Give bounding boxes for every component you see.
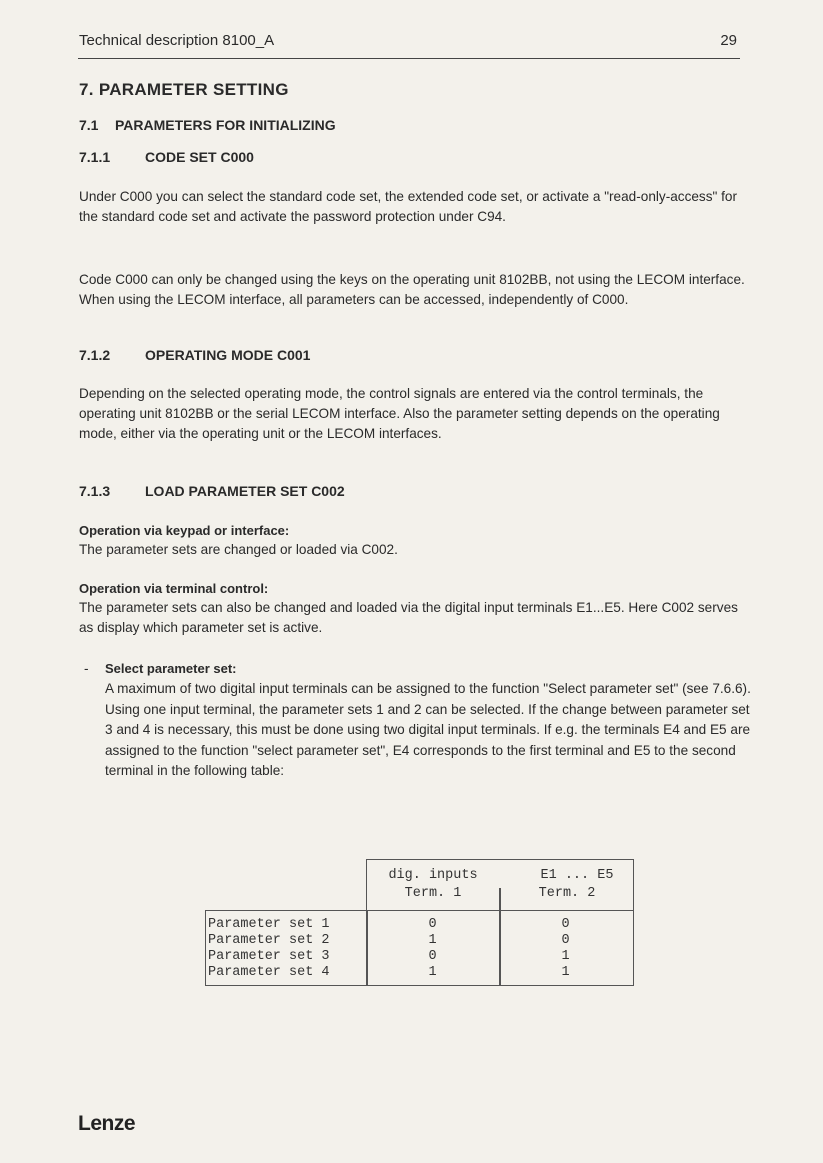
term1-value: 0 bbox=[428, 949, 437, 964]
term2-value: 0 bbox=[561, 933, 570, 948]
paragraph-code-set-1: Under C000 you can select the standard code set, the extended code set, or activate a "read-only-access" for the standard code set and activate the password protection under C94. bbox=[79, 189, 737, 224]
table-row bbox=[208, 933, 632, 949]
heading-7-1-1 bbox=[79, 149, 254, 165]
table-row bbox=[208, 949, 632, 965]
row-label: Parameter set 3 bbox=[208, 949, 330, 964]
heading-7-1 bbox=[79, 117, 336, 133]
heading-7 bbox=[79, 80, 289, 100]
lenze-logo: Lenze bbox=[78, 1112, 136, 1135]
heading-number: 7.1.2 bbox=[79, 347, 111, 363]
page-number: 29 bbox=[720, 32, 737, 49]
heading-title: CODE SET C000 bbox=[145, 149, 254, 165]
heading-7-1-3 bbox=[79, 483, 345, 499]
bullet-text: A maximum of two digital input terminals can be assigned to the function "Select parameter set" (see 7.6.6). Using one input terminal, the parameter sets 1 and 2 can be selected. If the change between parameter set 3 and 4 is necessary, this must be done using two digital input terminals. If e.g. the terminals E4 and E5 are assigned to the function "select parameter set", E4 corresponds to the first terminal and E5 to the second terminal in the following table: bbox=[105, 681, 751, 778]
terminal-heading: Operation via terminal control: bbox=[79, 581, 269, 596]
header-e1-e5: E1 ... E5 bbox=[540, 868, 614, 883]
paragraph-code-set-2: Code C000 can only be changed using the keys on the operating unit 8102BB, not using the LECOM interface. When using the LECOM interface, all parameters can be accessed, independently of C000. bbox=[79, 272, 745, 307]
terminal-text: The parameter sets can also be changed and loaded via the digital input terminals E1...E5. Here C002 serves as display which parameter set is active. bbox=[79, 600, 738, 635]
bullet-heading: Select parameter set: bbox=[105, 661, 237, 676]
heading-number: 7.1.1 bbox=[79, 149, 111, 165]
term2-value: 0 bbox=[561, 917, 570, 932]
header-term-2: Term. 2 bbox=[538, 886, 596, 901]
heading-title: OPERATING MODE C001 bbox=[145, 347, 311, 363]
table-rows bbox=[208, 917, 632, 981]
document-header-title: Technical description 8100_A bbox=[79, 32, 275, 49]
header-dig-inputs: dig. inputs bbox=[388, 868, 478, 883]
keypad-text: The parameter sets are changed or loaded via C002. bbox=[79, 542, 398, 557]
header-term-1: Term. 1 bbox=[404, 886, 462, 901]
keypad-heading: Operation via keypad or interface: bbox=[79, 523, 290, 538]
heading-number: 7. bbox=[79, 80, 94, 99]
table-row bbox=[208, 917, 632, 933]
heading-title: LOAD PARAMETER SET C002 bbox=[145, 483, 345, 499]
bullet-marker: - bbox=[84, 661, 89, 676]
term1-value: 1 bbox=[428, 933, 437, 948]
row-label: Parameter set 4 bbox=[208, 965, 330, 980]
heading-7-1-2 bbox=[79, 347, 310, 363]
row-label: Parameter set 2 bbox=[208, 933, 330, 948]
heading-number: 7.1.3 bbox=[79, 483, 111, 499]
term2-value: 1 bbox=[561, 949, 570, 964]
heading-title: PARAMETER SETTING bbox=[98, 80, 289, 99]
row-label: Parameter set 1 bbox=[208, 917, 330, 932]
table-header-box bbox=[366, 859, 634, 911]
term1-value: 0 bbox=[428, 917, 437, 932]
term1-value: 1 bbox=[428, 965, 437, 980]
heading-number: 7.1 bbox=[79, 117, 99, 133]
parameter-set-table bbox=[205, 910, 634, 986]
paragraph-operating-mode: Depending on the selected operating mode, the control signals are entered via the control terminals, the operating unit 8102BB or the serial LECOM interface. Also the parameter setting depends on the operating mode, either via the operating unit or the LECOM interfaces. bbox=[79, 386, 720, 441]
term2-value: 1 bbox=[561, 965, 570, 980]
header-rule bbox=[78, 58, 740, 59]
table-row bbox=[208, 965, 632, 981]
heading-title: PARAMETERS FOR INITIALIZING bbox=[115, 117, 336, 133]
